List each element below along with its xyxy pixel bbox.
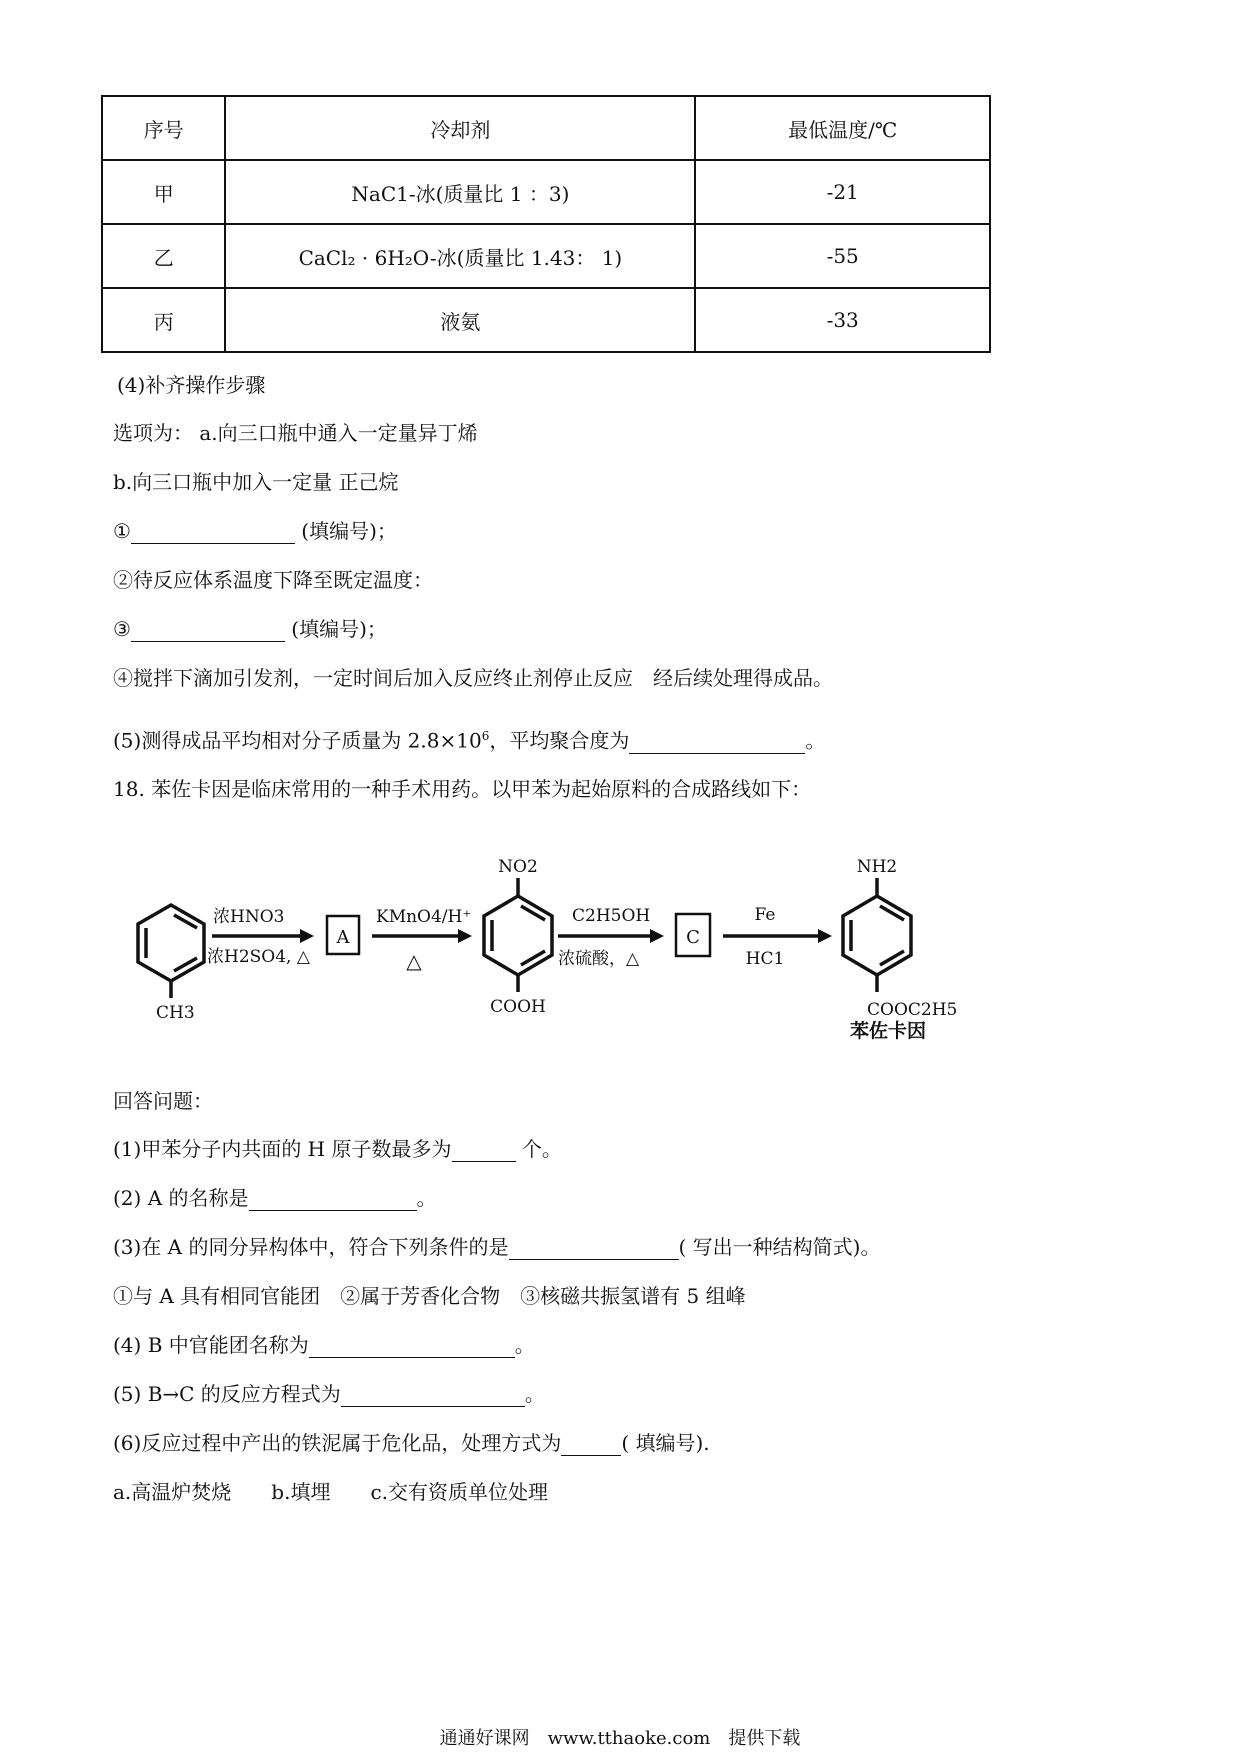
reagent-2-bottom: △ <box>406 949 422 973</box>
q4-answer-blank[interactable] <box>309 1337 515 1358</box>
q1-prefix: (1)甲苯分子内共面的 H 原子数最多为 <box>113 1137 452 1161</box>
box-c-label: C <box>686 927 700 948</box>
table-row <box>102 224 990 288</box>
toluene-substituent: CH3 <box>156 1003 195 1023</box>
step1-answer-blank[interactable] <box>131 523 295 544</box>
header-id: 序号 <box>102 96 225 160</box>
part4-option-b: b.向三口瓶中加入一定量 正己烷 <box>113 470 399 494</box>
question-6 <box>113 1430 710 1456</box>
part5-line <box>113 723 825 754</box>
row-id: 丙 <box>102 288 225 352</box>
reagent-2-top: KMnO4/H⁺ <box>376 907 472 927</box>
reagent-1-bottom: 浓H2SO4, △ <box>207 947 310 967</box>
q4-suffix: 。 <box>514 1333 535 1357</box>
part4-step2: ②待反应体系温度下降至既定温度： <box>113 568 433 592</box>
page-footer: 通通好课网 www.tthaoke.com 提供下载 <box>439 1728 801 1749</box>
header-coolant: 冷却剂 <box>225 96 695 160</box>
q4-prefix: (4) B 中官能团名称为 <box>113 1333 309 1357</box>
part4-title: (4)补齐操作步骤 <box>117 373 266 397</box>
b-bottom-group: COOH <box>490 997 546 1017</box>
q5-prefix: (5) B→C 的反应方程式为 <box>113 1382 341 1406</box>
arrowhead-3 <box>650 929 664 943</box>
q18-intro: 18. 苯佐卡因是临床常用的一种手术用药。以甲苯为起始原料的合成路线如下： <box>113 777 812 801</box>
row-temp: -21 <box>695 160 990 224</box>
reagent-3-bottom: 浓硫酸，△ <box>558 949 640 969</box>
reagent-4-bottom: HC1 <box>745 949 785 969</box>
arrowhead-2 <box>458 929 472 943</box>
q5-suffix: 。 <box>524 1382 545 1406</box>
reagent-1-top: 浓HNO3 <box>213 907 285 927</box>
q3-answer-blank[interactable] <box>509 1239 679 1260</box>
part4-step4: ④搅拌下滴加引发剂，一定时间后加入反应终止剂停止反应 经后续处理得成品。 <box>113 666 833 690</box>
step3-answer-blank[interactable] <box>131 621 285 642</box>
table-row <box>102 160 990 224</box>
row-temp: -33 <box>695 288 990 352</box>
question-1 <box>113 1136 562 1162</box>
question-3 <box>113 1234 880 1260</box>
coolant-table <box>101 95 991 353</box>
q1-answer-blank[interactable] <box>452 1141 516 1162</box>
part4-option-a: 选项为： a.向三口瓶中通入一定量异丁烯 <box>113 421 478 445</box>
question-6-options: a.高温炉焚烧 b.填埋 c.交有资质单位处理 <box>113 1480 548 1504</box>
part5-prefix: (5)测得成品平均相对分子质量为 2.8×10 <box>113 728 482 753</box>
q1-suffix: 个。 <box>521 1137 562 1161</box>
product-bottom-group: COOC2H5 <box>867 1000 958 1020</box>
step1-suffix: (填编号)； <box>301 519 397 543</box>
row-coolant: CaCl₂ · 6H₂O-冰(质量比 1.43： 1) <box>225 224 695 288</box>
q2-answer-blank[interactable] <box>249 1190 417 1211</box>
step1-prefix: ① <box>113 519 131 543</box>
step3-suffix: (填编号)； <box>291 617 387 641</box>
box-a-label: A <box>336 927 350 948</box>
question-4 <box>113 1332 535 1358</box>
q3-suffix: ( 写出一种结构简式)。 <box>678 1235 881 1259</box>
arrowhead-4 <box>818 929 832 943</box>
answer-title: 回答问题： <box>113 1089 213 1113</box>
b-top-group: NO2 <box>498 857 538 877</box>
toluene-ring <box>138 905 204 981</box>
q2-prefix: (2) A 的名称是 <box>113 1186 249 1210</box>
part5-middle: ，平均聚合度为 <box>489 728 630 753</box>
product-name: 苯佐卡因 <box>849 1020 927 1042</box>
reagent-3-top: C2H5OH <box>572 906 651 926</box>
synthesis-scheme <box>0 840 1240 1050</box>
part5-answer-blank[interactable] <box>629 733 805 754</box>
row-id: 甲 <box>102 160 225 224</box>
q3-prefix: (3)在 A 的同分异构体中，符合下列条件的是 <box>113 1235 509 1259</box>
benzocaine-ring <box>843 896 911 975</box>
table-header-row <box>102 96 990 160</box>
part5-exponent: 6 <box>481 729 490 743</box>
row-temp: -55 <box>695 224 990 288</box>
part5-suffix: 。 <box>805 728 826 753</box>
header-temp: 最低温度/℃ <box>695 96 990 160</box>
q5-answer-blank[interactable] <box>341 1386 525 1407</box>
question-3-conditions: ①与 A 具有相同官能团 ②属于芳香化合物 ③核磁共振氢谱有 5 组峰 <box>113 1284 746 1308</box>
table-row <box>102 288 990 352</box>
product-top-group: NH2 <box>856 857 898 877</box>
part4-step3 <box>113 616 387 642</box>
part4-step1 <box>113 518 397 544</box>
nitrobenzoic-ring <box>484 896 552 975</box>
step3-prefix: ③ <box>113 617 131 641</box>
q6-answer-blank[interactable] <box>561 1435 621 1456</box>
arrowhead-1 <box>300 929 314 943</box>
row-coolant: 液氨 <box>225 288 695 352</box>
row-id: 乙 <box>102 224 225 288</box>
q2-suffix: 。 <box>416 1186 437 1210</box>
question-5 <box>113 1381 545 1407</box>
row-coolant: NaC1-冰(质量比 1 ：3) <box>225 160 695 224</box>
question-2 <box>113 1185 437 1211</box>
reagent-4-top: Fe <box>754 905 776 925</box>
q6-suffix: ( 填编号). <box>621 1431 710 1455</box>
q6-prefix: (6)反应过程中产出的铁泥属于危化品，处理方式为 <box>113 1431 562 1455</box>
